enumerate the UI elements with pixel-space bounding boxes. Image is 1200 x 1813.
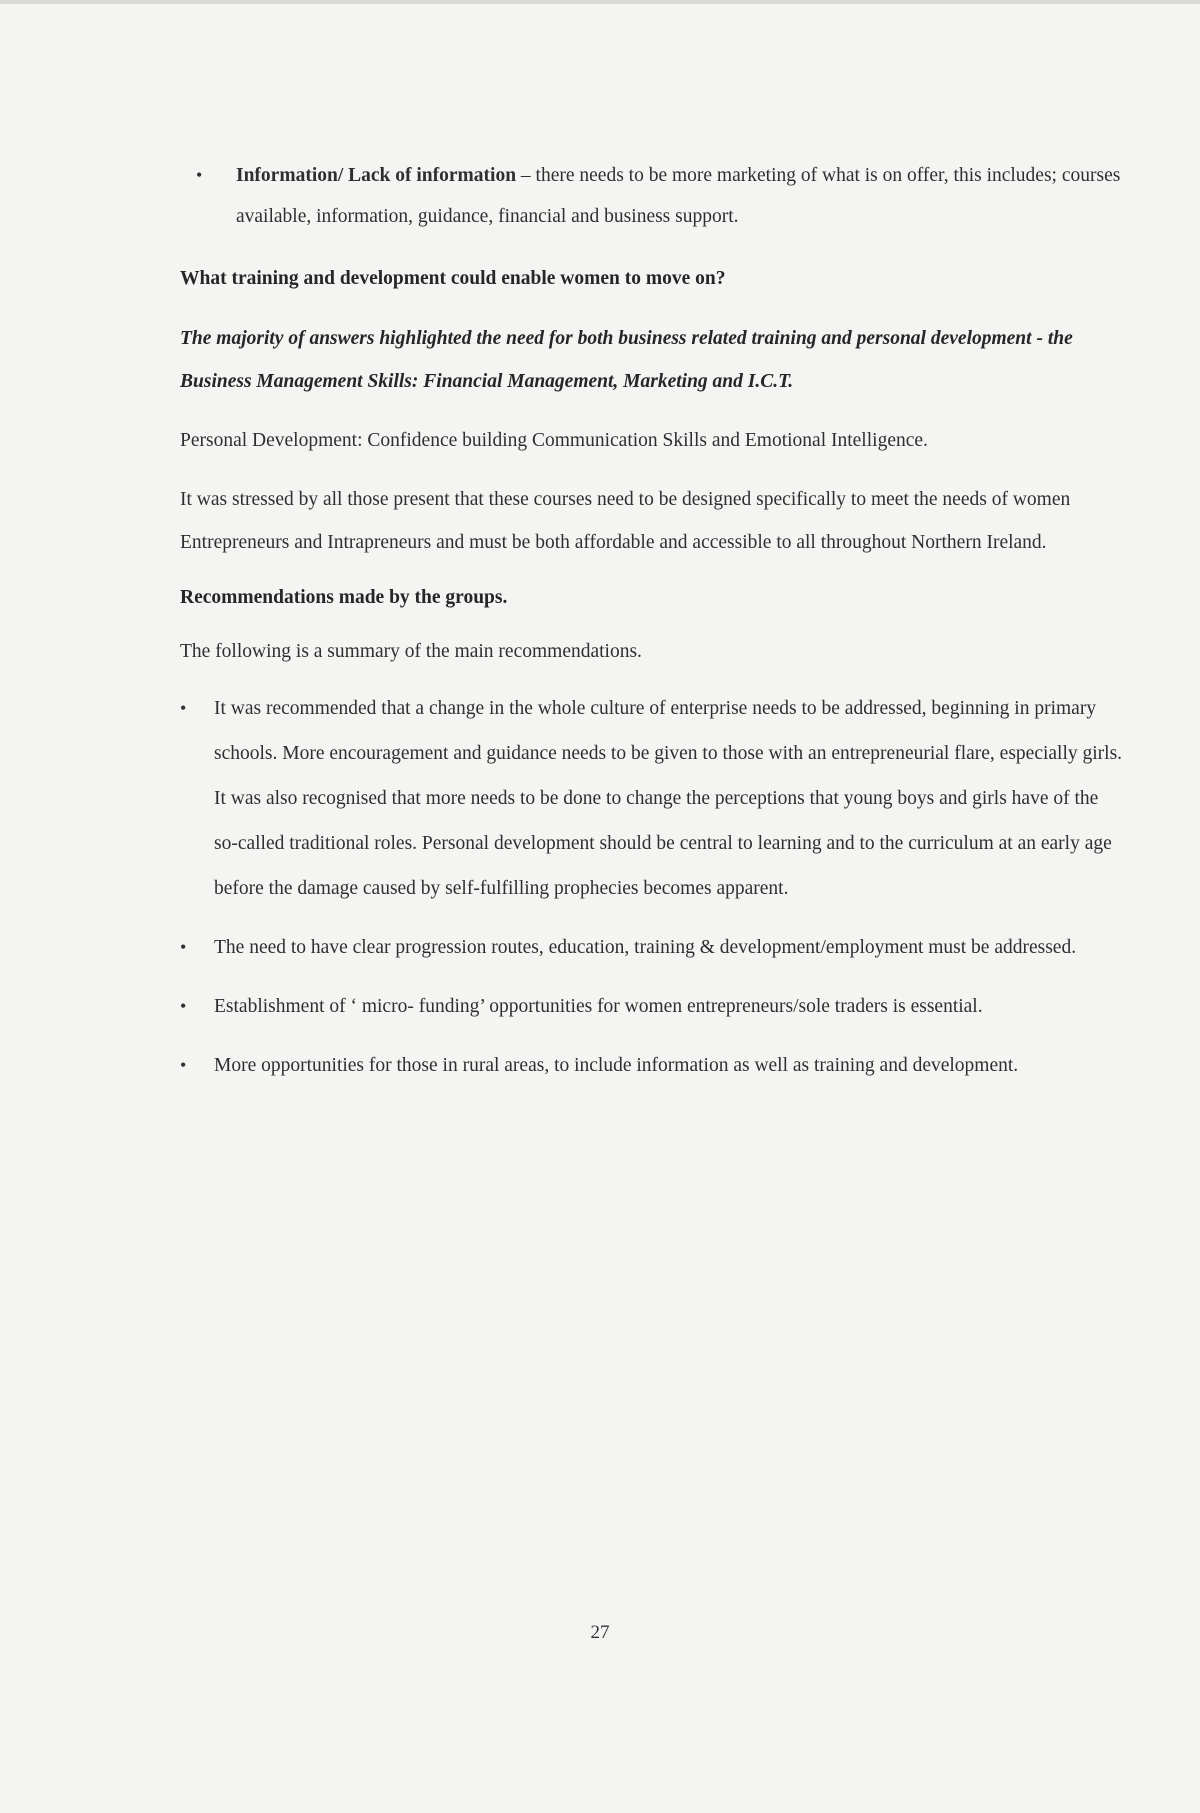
recommendation-item bbox=[180, 1043, 1125, 1088]
recommendations-summary: The following is a summary of the main recommendations. bbox=[180, 641, 642, 662]
recommendation-item bbox=[180, 925, 1125, 970]
training-question-heading: What training and development could enable women to move on? bbox=[180, 268, 726, 289]
recommendation-text: The need to have clear progression routes, education, training & development/employment must be addressed. bbox=[214, 937, 1077, 958]
recommendation-text: It was recommended that a change in the whole culture of enterprise needs to be addressed, beginning in primary schools. More encouragement and guidance needs to be given to those with an entrepreneurial flare, especially girls. It was also recognised that more needs to be done to change the perceptions that young boys and girls have of the so-called traditional roles. Personal development should be central to learning and to the curriculum at an early age before the damage caused by self-fulfilling prophecies becomes apparent. bbox=[214, 698, 1123, 899]
majority-statement: The majority of answers highlighted the need for both business related training and personal development - the Business Management Skills: Financial Management, Marketing and I.C.T. bbox=[180, 328, 1073, 392]
recommendations-list bbox=[180, 686, 1125, 1088]
bullet-icon: • bbox=[196, 165, 203, 185]
recommendation-text: Establishment of ‘ micro- funding’ opportunities for women entrepreneurs/sole traders is essential. bbox=[214, 996, 983, 1017]
personal-development-paragraph: Personal Development: Confidence building Communication Skills and Emotional Intelligence. bbox=[180, 430, 928, 451]
bullet-icon: • bbox=[180, 937, 187, 957]
bullet-icon: • bbox=[180, 996, 187, 1016]
page-number: 27 bbox=[590, 1622, 610, 1643]
recommendations-heading: Recommendations made by the groups. bbox=[180, 587, 508, 608]
page-top-edge bbox=[0, 0, 1200, 4]
stressed-paragraph: It was stressed by all those present that these courses need to be designed specifically to meet the needs of women Entrepreneurs and Intrapreneurs and must be both affordable and accessible to all throughout Northern Ireland. bbox=[180, 489, 1071, 553]
information-text: – there needs to be more marketing of what is on offer, this includes; courses available, information, guidance, financial and business support. bbox=[236, 165, 1121, 227]
page-content bbox=[180, 155, 1125, 1102]
bullet-icon: • bbox=[180, 698, 187, 718]
recommendation-text: More opportunities for those in rural areas, to include information as well as training and development. bbox=[214, 1055, 1019, 1076]
information-bullet bbox=[188, 155, 1125, 237]
recommendation-item bbox=[180, 686, 1125, 911]
recommendation-item bbox=[180, 984, 1125, 1029]
information-term: Information/ Lack of information bbox=[236, 165, 517, 186]
bullet-icon: • bbox=[180, 1055, 187, 1075]
